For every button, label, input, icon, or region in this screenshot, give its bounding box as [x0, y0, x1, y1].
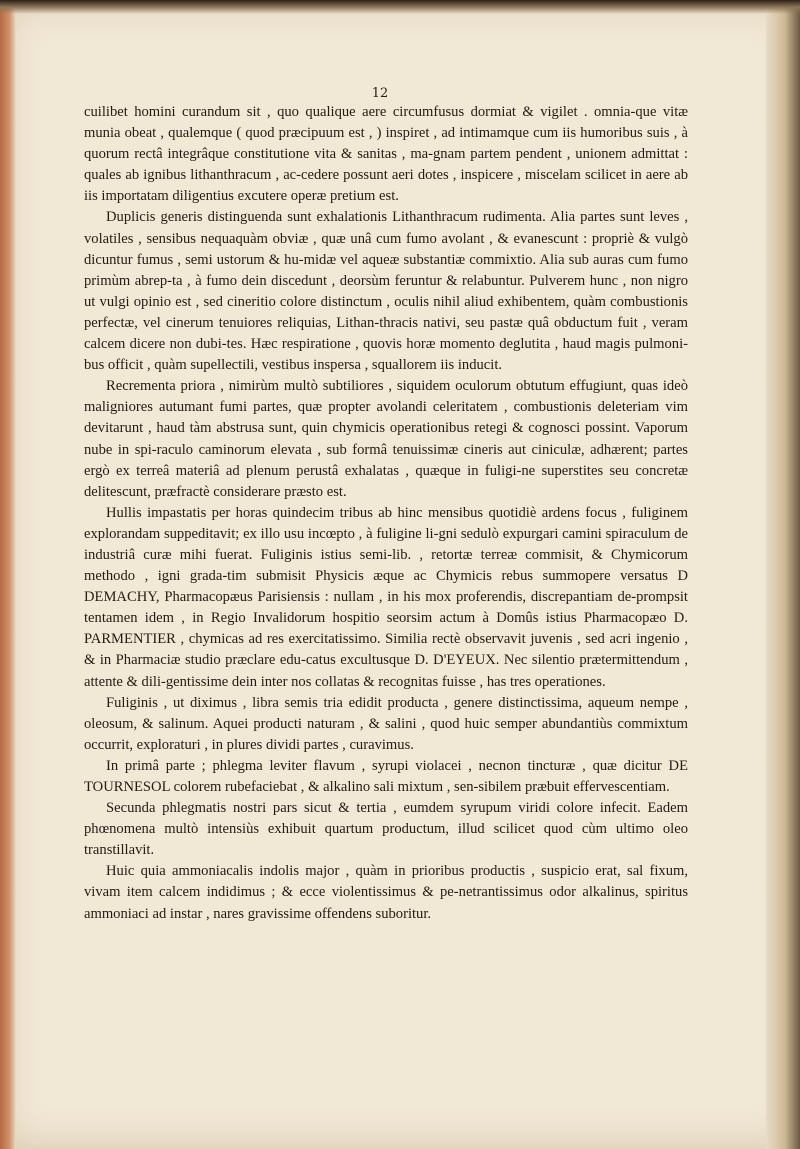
paragraph-4: Hullis impastatis per horas quindecim tribus ab hinc mensibus quotidiè ardens focus , fuliginem explorandam suppeditavit; ex illo usu incœpto , à fuligine li-gni sedulò expurgari camini spiraculum de industriâ curæ mihi fuerat. Fuliginis istius semi-lib. , retortæ terreæ commisit, & Chymicorum methodo , igni grada-tim submisit Physicis æque ac Chymicis rebus summopere versatus D DEMACHY, Pharmacopæus Parisiensis : nullam , in his mox proferendis, discrepantiam de-prompsit tentamen idem , in Regio Invalidorum hospitio seorsim actum à Domûs istius Pharmacopæo D. PARMENTIER , chymicas ad res exercitatissimo. Similia rectè observavit juvenis , sed acri ingenio , & in Pharmaciæ studio præclare edu-catus excultusque D. D'EYEUX. Nec silentio prætermittendum , attente & dili-gentissime dein inter nos collatas & recognitas fuisse , has tres operationes. — [84, 504, 688, 690]
page-top-edge — [0, 0, 800, 14]
paragraph-6: In primâ parte ; phlegma leviter flavum , syrupi violacei , necnon tincturæ , quæ dicitur DE TOURNESOL colorem rubefaciebat , & alkalino sali mixtum , sen-sibilem præbuit effervescentiam. — [84, 757, 688, 795]
page-number: 12 — [371, 86, 389, 101]
paragraph-8: Huic quia ammoniacalis indolis major , quàm in prioribus productis , suspicio erat, sal fixum, vivam item calcem indidimus ; & ecce violentissimus & pe-netrantissimus odor alkalinus, spiritus ammoniaci ad instar , nares gravissime offendens suboritur. — [84, 863, 688, 922]
page-left-edge — [0, 0, 16, 1149]
paragraph-2: Duplicis generis distinguenda sunt exhalationis Lithanthracum rudimenta. Alia partes sunt leves , volatiles , sensibus nequaquàm obviæ , quæ unâ cum fumo avolant , & evanescunt : propriè & vulgò dicuntur fumus , semi ustorum & hu-midæ vel aqueæ substantiæ commixtio. Alia sub auras cum fumo primùm abrep-ta , à fumo dein discedunt , deorsùm feruntur & relabuntur. Pulverem hunc , non nigro ut vulgi opinio est , sed cineritio colore distinctum , oculis nihil aliud exhibentem, quàm combustionis perfectæ, vel cinerum tenuiores reliquias, Lithan-thracis nativi, seu pastæ quâ obductum fuit , veram calcem dicere non dubi-tes. Hæc respiratione , quovis horæ momento deglutita , haud magis pulmoni-bus officit , quàm supellectili, vestibus inspersa , squallorem iis inducit. — [84, 209, 688, 374]
paragraph-1: cuilibet homini curandum sit , quo qualique aere circumfusus dormiat & vigilet . omnia-que vitæ munia obeat , qualemque ( quod præcipuum est , ) inspiret , ad intimamque cum iis humoribus suis , à quorum rectâ integrâque constitutione vita & sanitas , ma-gnam partem pendent , unionem admittat : quales ab ignibus lithanthracum , ac-cedere possunt aeri dotes , inspicere , miscelam scilicet in aere ab iis importatam diligentius excutere operæ pretium est. — [84, 104, 688, 205]
paragraph-5: Fuliginis , ut diximus , libra semis tria edidit producta , genere distinctissima, aqueum nempe , oleosum, & salinum. Aquei producti naturam , & salini , quod huic semper abundantiùs commixtum occurrit, exploraturi , in plures dividi partes , curavimus. — [84, 694, 688, 753]
page-right-edge — [766, 0, 800, 1149]
paragraph-3: Recrementa priora , nimirùm multò subtiliores , siquidem oculorum obtutum effugiunt, quas ideò maligniores autumant fumi partes, quæ propter avolandi celeritatem , combustionis deleteriam vim devitarunt , haud tàm abstrusa sunt, quin chymicis operationibus retegi & cognosci possint. Vaporum nube in spi-raculo caminorum elevata , sub formâ tenuissimæ cineris aut ciniculæ, adhærent; partes ergò ex terreâ materiâ ad plenum perustâ exhalatas , quæque in fuligi-ne superstites seu concretæ delitescunt, præfractè considerare præsto est. — [84, 378, 688, 500]
body-text — [84, 102, 688, 925]
paragraph-7: Secunda phlegmatis nostri pars sicut & tertia , eumdem syrupum viridi colore infecit. Eadem phœnomena multò intensiùs exhibuit quartum productum, illud scilicet quod cùm ultimo oleo transtillavit. — [84, 800, 688, 859]
